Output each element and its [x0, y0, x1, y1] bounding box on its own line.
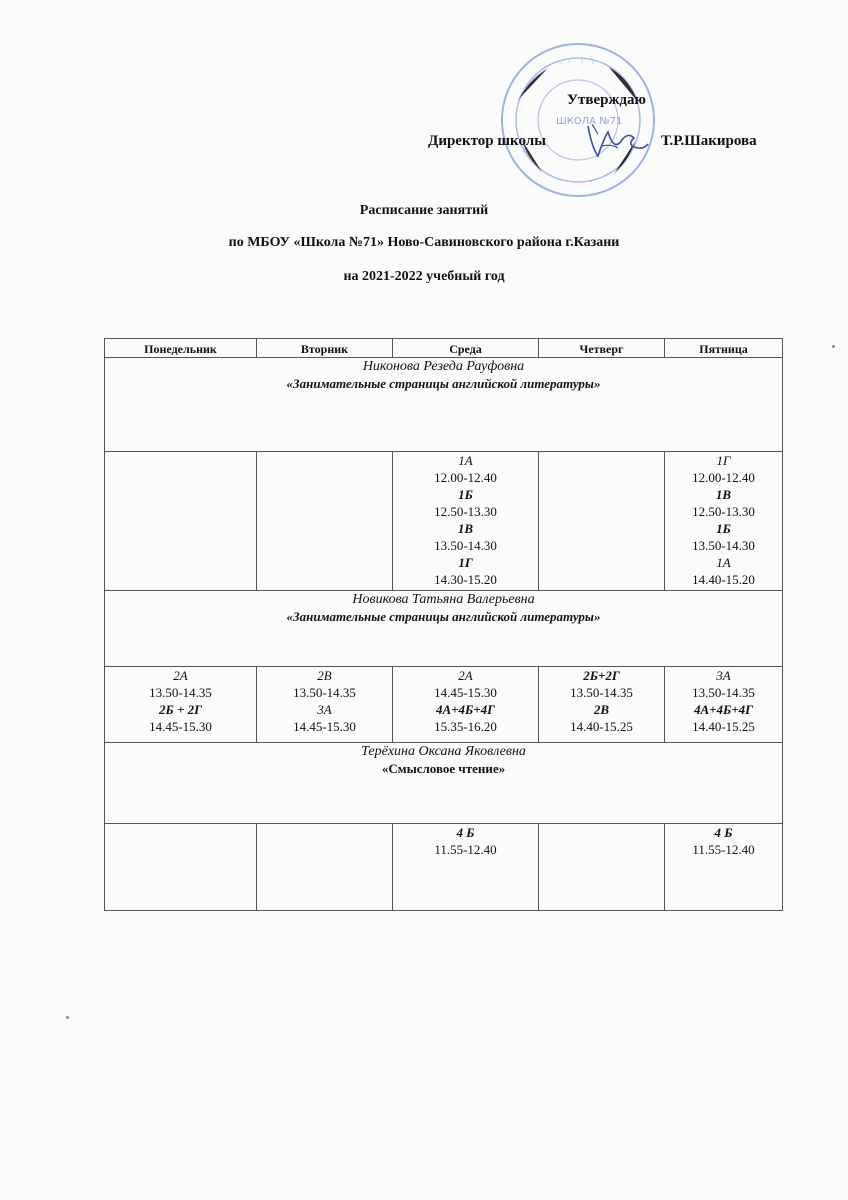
lesson-time: 13.50-14.30 [434, 538, 497, 553]
class-label: 1Г [716, 453, 731, 468]
teacher-block [105, 358, 783, 452]
teacher-header-row [105, 591, 783, 667]
class-label: 1А [458, 453, 473, 468]
class-label: 1Б [716, 521, 731, 536]
lesson-time: 14.40-15.25 [570, 719, 633, 734]
lesson-time: 14.30-15.20 [434, 572, 497, 587]
teacher-schedule-row [105, 452, 783, 591]
lesson-time: 13.50-14.30 [692, 538, 755, 553]
class-label: 1В [457, 521, 474, 536]
teacher-name: Терёхина Оксана Яковлевна [361, 744, 526, 759]
teacher-name: Никонова Резеда Рауфовна [362, 359, 525, 374]
lesson-time: 12.00-12.40 [434, 470, 497, 485]
slot-cell-wed [393, 452, 539, 591]
class-label: 2В [317, 668, 332, 683]
teacher-schedule-row [105, 824, 783, 911]
slot-cell-thu [539, 452, 665, 591]
slot-cell-wed [393, 824, 539, 911]
stamp-text: ШКОЛА №71 [556, 116, 623, 127]
day-tuesday: Вторник [257, 339, 393, 358]
course-title: «Занимательные страницы английской литературы» [286, 376, 601, 391]
schedule-title: Расписание занятий [359, 203, 489, 218]
lesson-time: 12.50-13.30 [434, 504, 497, 519]
lesson-time: 15.35-16.20 [434, 719, 497, 734]
class-label: 2А [458, 668, 473, 683]
class-label: 2А [173, 668, 188, 683]
slot-cell-fri [665, 824, 783, 911]
slot-cell-tue [257, 667, 393, 743]
teacher-header-row [105, 743, 783, 824]
lesson-time: 13.50-14.35 [570, 685, 633, 700]
slot-cell-mon [105, 452, 257, 591]
lesson-time: 12.50-13.30 [692, 504, 755, 519]
teacher-name: Новикова Татьяна Валерьевна [352, 592, 535, 607]
lesson-time: 14.40-15.25 [692, 719, 755, 734]
scan-speck [66, 1016, 69, 1019]
slot-cell-fri [665, 452, 783, 591]
day-header-row [105, 339, 783, 358]
approval-title: Утверждаю [567, 92, 646, 108]
slot-cell-tue [257, 824, 393, 911]
teacher-header-row [105, 358, 783, 452]
lesson-time: 13.50-14.35 [692, 685, 755, 700]
lesson-time: 14.45-15.30 [434, 685, 497, 700]
class-label: 2Б+2Г [583, 668, 620, 683]
lesson-time: 12.00-12.40 [692, 470, 755, 485]
class-label: 2В [593, 702, 610, 717]
slot-cell-thu [539, 667, 665, 743]
slot-cell-mon [105, 667, 257, 743]
lesson-time: 11.55-12.40 [434, 842, 497, 857]
school-name: по МБОУ «Школа №71» Ново-Савиновского района г.Казани [228, 235, 620, 250]
day-friday: Пятница [665, 339, 783, 358]
teacher-schedule-row [105, 667, 783, 743]
class-label: 4 Б [714, 825, 733, 840]
lesson-time: 13.50-14.35 [149, 685, 212, 700]
slot-cell-tue [257, 452, 393, 591]
class-label: 1Г [458, 555, 473, 570]
director-name: Т.Р.Шакирова [661, 133, 757, 149]
class-label: 2Б + 2Г [158, 702, 203, 717]
slot-cell-mon [105, 824, 257, 911]
director-position: Директор школы [428, 133, 546, 149]
academic-year: на 2021-2022 учебный год [343, 269, 505, 284]
class-label: 4А+4Б+4Г [693, 702, 754, 717]
slot-cell-fri [665, 667, 783, 743]
class-label: 1Б [458, 487, 473, 502]
lesson-time: 14.40-15.20 [692, 572, 755, 587]
class-label: 4А+4Б+4Г [435, 702, 496, 717]
course-title: «Занимательные страницы английской литературы» [286, 609, 601, 624]
scan-speck [832, 345, 835, 348]
lesson-time: 11.55-12.40 [692, 842, 755, 857]
schedule-table [104, 338, 783, 911]
lesson-time: 14.45-15.30 [293, 719, 356, 734]
slot-cell-thu [539, 824, 665, 911]
lesson-time: 14.45-15.30 [149, 719, 212, 734]
class-label: 1В [715, 487, 732, 502]
teacher-block [105, 591, 783, 667]
class-label: 3А [716, 668, 731, 683]
day-wednesday: Среда [393, 339, 539, 358]
teacher-block [105, 743, 783, 824]
class-label: 1А [716, 555, 731, 570]
class-label: 4 Б [456, 825, 475, 840]
director-signature [578, 118, 650, 164]
lesson-time: 13.50-14.35 [293, 685, 356, 700]
day-monday: Понедельник [105, 339, 257, 358]
slot-cell-wed [393, 667, 539, 743]
course-title: «Смысловое чтение» [381, 761, 506, 776]
day-thursday: Четверг [539, 339, 665, 358]
class-label: 3А [317, 702, 332, 717]
